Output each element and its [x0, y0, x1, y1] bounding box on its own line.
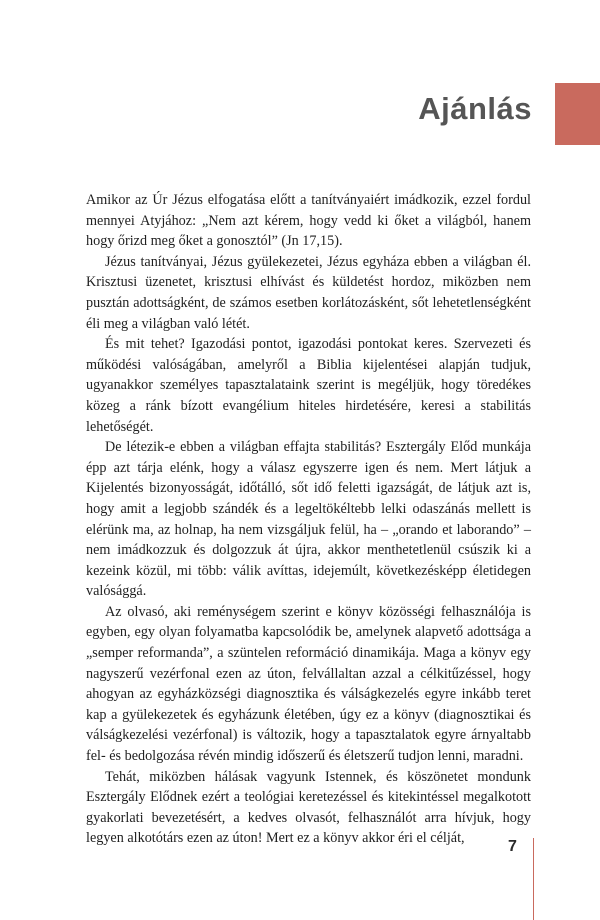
page-number: 7 — [508, 838, 517, 855]
paragraph: Tehát, miközben hálásak vagyunk Istennek, és köszönetet mondunk Esztergály Elődnek ezért a teológiai keretezéssel és kitekintéssel megalkotott gyakorlati bevezetésért, a kedves olvasót, felhasználót arra hívjuk, hogy legyen alkotótárs ezen az úton! Mert ez a könyv akkor éri el célját, — [86, 768, 531, 847]
paragraph: De létezik-e ebben a világban effajta stabilitás? Esztergály Előd munkája épp azt tárja elénk, hogy a válasz egyszerre igen és nem. Mert látjuk a Kijelentés bizonyosságát, időtálló, sőt idő feletti igazságát, de látjuk azt is, hogy amit a legjobb szándék és a legeltökéltebb lelki odaszánás mellett is elérünk ma, az holnap, ha nem vizsgáljuk felül, ha – „orando et laborando” – nem imádkozzuk és dolgozzuk át újra, akkor menthetetlenül csúszik ki a kezeink közül, mi több: válik avíttas, idejemúlt, következésképp életidegen valósággá. — [86, 439, 531, 600]
paragraph: Jézus tanítványai, Jézus gyülekezetei, Jézus egyháza ebben a világban él. Krisztusi üzenetet, krisztusi elhívást és küldetést hordoz, miközben nem pusztán adottságként, de számos esetben korlátozásként, sőt lehetetlenségként éli meg a világban való létét. — [86, 253, 531, 332]
body-text — [86, 190, 531, 849]
paragraph: És mit tehet? Igazodási pontot, igazodási pontokat keres. Szervezeti és működési valóságában, amelyről a Biblia kijelentései alapján tudjuk, ugyanakkor személyes tapasztalataink szerint is megéljük, hogy töredékes közeg a ránk bízott evangélium hiteles hirdetésére, keresi a stabilitás lehetőségét. — [86, 336, 531, 435]
paragraph: Amikor az Úr Jézus elfogatása előtt a tanítványaiért imádkozik, ezzel fordul mennyei Atyjához: „Nem azt kérem, hogy vedd ki őket a világból, hanem hogy őrizd meg őket a gonosztól” (Jn 17,15). — [86, 192, 531, 250]
chapter-accent-tab — [555, 83, 600, 145]
chapter-title: Ajánlás — [418, 91, 532, 126]
paragraph: Az olvasó, aki reménységem szerint e könyv közösségi felhasználója is egyben, egy olyan folyamatba kapcsolódik be, amelynek alapvető adottsága a „semper reformanda”, a szüntelen reformáció dinamikája. Maga a könyv egy nagyszerű vezérfonal ezen az úton, felvállaltan azzal a célkitűzéssel, hogy ahogyan az egyházközségi diagnosztika és válságkezelés egyre inkább teret kap a gyülekezetek és egyházunk életében, úgy ez a könyv (diagnosztikai és válságkezelési vezérfonal) is változik, hogy a tapasztalatok egyre árnyaltabb fel- és bedolgozása révén mindig időszerű és életszerű tudjon lenni, maradni. — [86, 603, 531, 765]
page-number-rule — [533, 838, 534, 920]
